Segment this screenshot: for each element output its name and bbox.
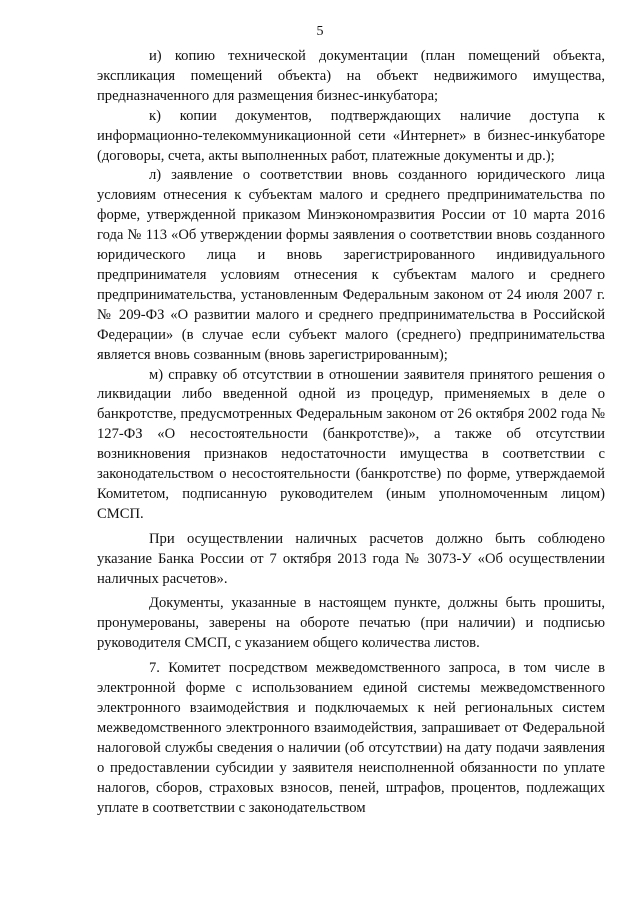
paragraph-document-binding: Документы, указанные в настоящем пункте, должны быть прошиты, пронумерованы, заверены на обороте печатью (при наличии) и подписью руководителя СМСП, с указанием общего количества листов.: [97, 595, 605, 652]
document-body: [97, 47, 605, 818]
paragraph-k-internet-access: к) копии документов, подтверждающих наличие доступа к информационно-телекоммуникационной сети «Интернет» в бизнес-инкубаторе (договоры, счета, акты выполненных работ, платежные документы и др.);: [97, 107, 605, 164]
paragraph-cash-settlements: При осуществлении наличных расчетов должно быть соблюдено указание Банка России от 7 октября 2013 года № 3073-У «Об осуществлении наличных расчетов».: [97, 530, 605, 587]
page-number: 5: [316, 24, 324, 39]
paragraph-i-technical-docs: и) копию технической документации (план помещений объекта, экспликация помещений объекта) на объект недвижимого имущества, предназначенного для размещения бизнес-инкубатора;: [97, 48, 605, 104]
paragraph-7-interagency-request: 7. Комитет посредством межведомственного запроса, в том числе в электронной форме с использованием единой системы межведомственного электронного взаимодействия и подключаемых к ней региональных систем межведомственного электронного взаимодействия, запрашивает от Федеральной налоговой службы сведения о наличии (об отсутствии) на дату подачи заявления о предоставлении субсидии у заявителя неисполненной обязанности по уплате налогов, сборов, страховых взносов, пеней, штрафов, процентов, подлежащих уплате в соответствии с законодательством: [97, 660, 605, 816]
paragraph-m-bankruptcy-certificate: м) справку об отсутствии в отношении заявителя принятого решения о ликвидации либо введенной одной из процедур, применяемых в деле о банкротстве, предусмотренных Федеральным законом от 26 октября 2002 года № 127-ФЗ «О несостоятельности (банкротстве)», а также об отсутствии возникновения признаков недостаточности имущества в соответствии с законодательством о несостоятельности (банкротстве) по форме, утверждаемой Комитетом, подписанную руководителем (иным уполномоченным лицом) СМСП.: [97, 366, 605, 522]
paragraph-l-sme-statement: л) заявление о соответствии вновь созданного юридического лица условиям отнесения к субъектам малого и среднего предпринимательства по форме, утвержденной приказом Минэкономразвития России от 10 марта 2016 года № 113 «Об утверждении формы заявления о соответствии вновь созданного юридического лица и вновь зарегистрированного индивидуального предпринимателя условиям отнесения к субъектам малого и среднего предпринимательства, установленным Федеральным законом от 24 июля 2007 г. № 209-ФЗ «О развитии малого и среднего предпринимательства в Российской Федерации» (в случае если субъект малого (среднего) предпринимательства является вновь созванным (вновь зарегистрированным);: [97, 167, 605, 363]
